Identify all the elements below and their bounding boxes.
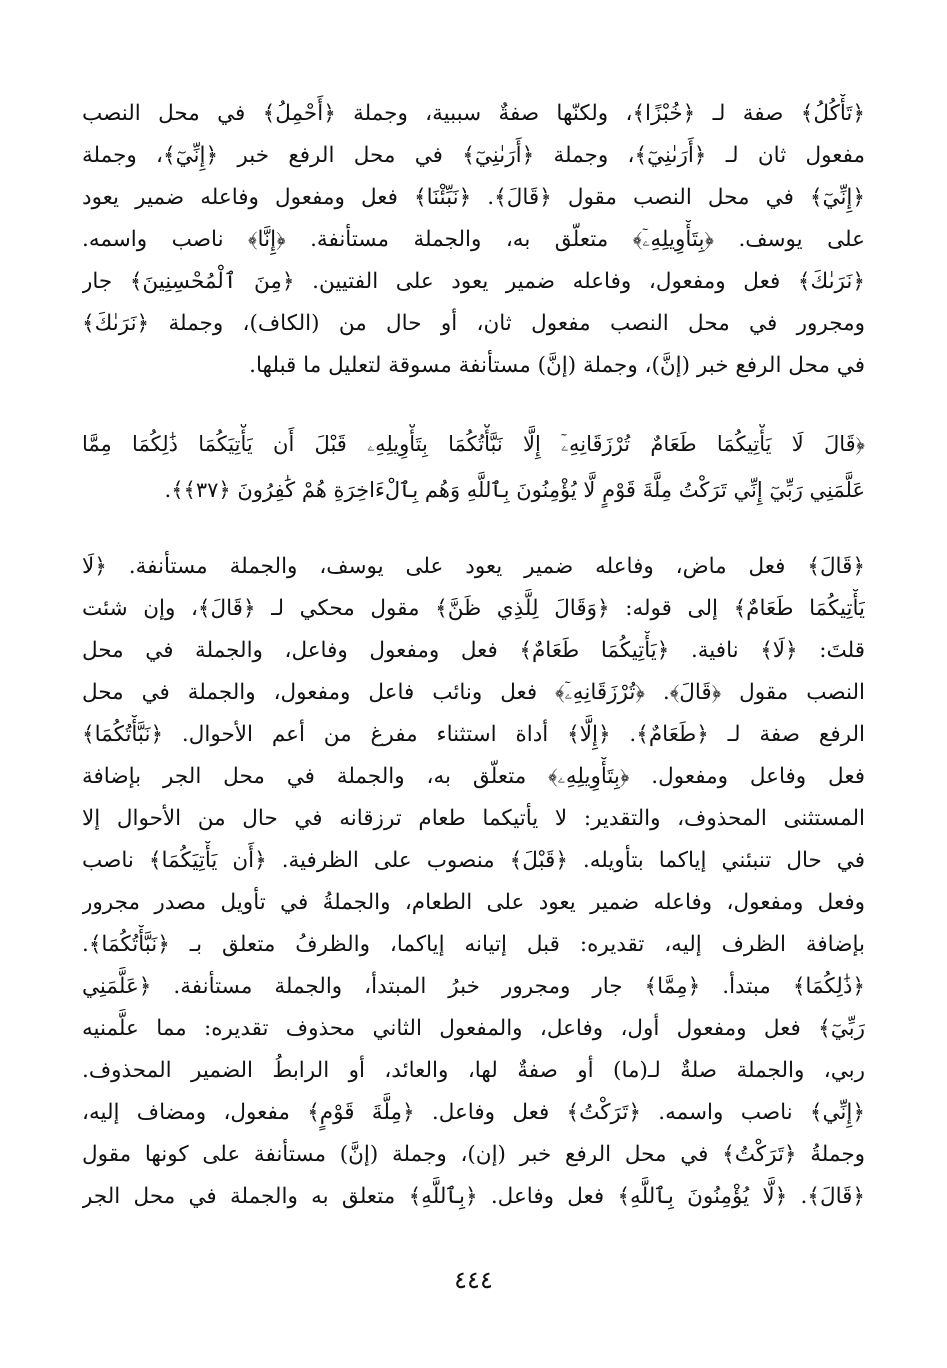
verse-line: ﴿قَالَ لَا يَأْتِيكُمَا طَعَامٌ تُرْزَقَانِهِۦٓ إِلَّا نَبَّأْتُكُمَا بِتَأْوِيلِهِۦ قَبْلَ أَن يَأْتِيَكُمَا ذَٰلِكُمَا مِمَّا: [82, 432, 865, 456]
text-line: المستثنى المحذوف، والتقدير: لا يأتيكما طعام ترزقانه في حال من الأحوال إلا: [82, 806, 865, 831]
text-line: بإضافة الظرف إليه، تقديره: قبل إتيانه إياكما، والظرفُ متعلق بـ ﴿نَبَّأْتُكُمَا﴾.: [82, 932, 865, 957]
text-line: الرفع صفة لـ ﴿طَعَامٌ﴾. ﴿إِلَّا﴾ أداة استثناء مفرغ من أعم الأحوال. ﴿نَبَّأْتُكُمَا﴾: [82, 722, 865, 747]
text-line: ﴿نَرَىٰكَ﴾ فعل ومفعول، وفاعله ضمير يعود على الفتيين. ﴿مِنَ ٱلْمُحْسِنِينَ﴾ جار: [82, 269, 865, 294]
text-line: وجملةُ ﴿تَرَكْتُ﴾ في محل الرفع خبر (إن)، وجملة (إنَّ) مستأنفة على كونها مقول: [82, 1142, 865, 1167]
text-line: ومجرور في محل النصب مفعول ثان، أو حال من (الكاف)، وجملة ﴿نَرَىٰكَ﴾: [82, 311, 865, 336]
text-line: وفعل ومفعول، وفاعله ضمير يعود على الطعام، والجملةُ في تأويل مصدر مجرور: [82, 890, 865, 915]
text-line: مفعول ثان لـ ﴿أَرَىٰنِيٓ﴾، وجملة ﴿أَرَىٰنِيٓ﴾ في محل الرفع خبر ﴿إِنِّيٓ﴾، وجملة: [82, 143, 865, 168]
text-line: ربي، والجملة صلةٌ لـ(ما) أو صفةٌ لها، والعائد، أو الرابطُ الضمير المحذوف.: [82, 1058, 865, 1083]
text-line: رَبِّيٓ﴾ فعل ومفعول أول، وفاعل، والمفعول الثاني محذوف تقديره: مما علَّمنيه: [82, 1016, 865, 1041]
text-line: ﴿قَالَ﴾. ﴿لَّا يُؤْمِنُونَ بِٱللَّهِ﴾ فعل وفاعل. ﴿بِٱللَّهِ﴾ متعلق به والجملة في محل الجر: [82, 1184, 865, 1209]
text-line: في حال تنبئني إياكما بتأويله. ﴿قَبْلَ﴾ منصوب على الظرفية. ﴿أَن يَأْتِيَكُمَا﴾ ناصب: [82, 848, 865, 873]
page-number: ٤٤٤: [454, 1266, 493, 1294]
text-line: قلتَ: ﴿لَا﴾ نافية. ﴿يَأْتِيكُمَا طَعَامٌ﴾ فعل ومفعول وفاعل، والجملة في محل: [82, 638, 865, 663]
text-line: ﴿ذَٰلِكُمَا﴾ مبتدأ. ﴿مِمَّا﴾ جار ومجرور خبرُ المبتدأ، والجملة مستأنفة. ﴿عَلَّمَنِي: [82, 974, 865, 999]
text-line: ﴿إِنِّي﴾ ناصب واسمه. ﴿تَرَكْتُ﴾ فعل وفاعل. ﴿مِلَّةَ قَوْمٍ﴾ مفعول، ومضاف إليه،: [82, 1100, 865, 1125]
text-line: ﴿إِنِّيٓ﴾ في محل النصب مقول ﴿قَالَ﴾. ﴿نَبِّئْنَا﴾ فعل ومفعول وفاعله ضمير يعود: [82, 185, 865, 210]
text-line: يَأْتِيكُمَا طَعَامٌ﴾ إلى قوله: ﴿وَقَالَ لِلَّذِي ظَنَّ﴾ مقول محكي لـ ﴿قَالَ﴾، وإن شئت: [82, 596, 865, 621]
text-line: في محل الرفع خبر (إنَّ)، وجملة (إنَّ) مستأنفة مسوقة لتعليل ما قبلها.: [249, 353, 865, 378]
text-line: النصب مقول ﴿قَالَ﴾. ﴿تُرْزَقَانِهِۦٓ﴾ فعل ونائب فاعل ومفعول، والجملة في محل: [82, 680, 865, 705]
text-line: فعل وفاعل ومفعول. ﴿بِتَأْوِيلِهِۦ﴾ متعلّق به، والجملة في محل الجر بإضافة: [82, 764, 865, 789]
verse-line: عَلَّمَنِي رَبِّيٓ إِنِّي تَرَكْتُ مِلَّةَ قَوْمٍ لَّا يُؤْمِنُونَ بِٱللَّهِ وَهُم بِٱلْءَاخِرَةِ هُمْ كَٰفِرُونَ ﴿٣٧﴾﴾.: [164, 478, 865, 502]
text-line: ﴿قَالَ﴾ فعل ماض، وفاعله ضمير يعود على يوسف، والجملة مستأنفة. ﴿لَا: [82, 554, 865, 579]
text-line: ﴿تَأْكُلُ﴾ صفة لـ ﴿خُبْزًا﴾، ولكنّها صفةٌ سببية، وجملة ﴿أَحْمِلُ﴾ في محل النصب: [82, 101, 865, 126]
text-line: على يوسف. ﴿بِتَأْوِيلِهِۦٓ﴾ متعلّق به، والجملة مستأنفة. ﴿إِنَّا﴾ ناصب واسمه.: [82, 227, 865, 252]
